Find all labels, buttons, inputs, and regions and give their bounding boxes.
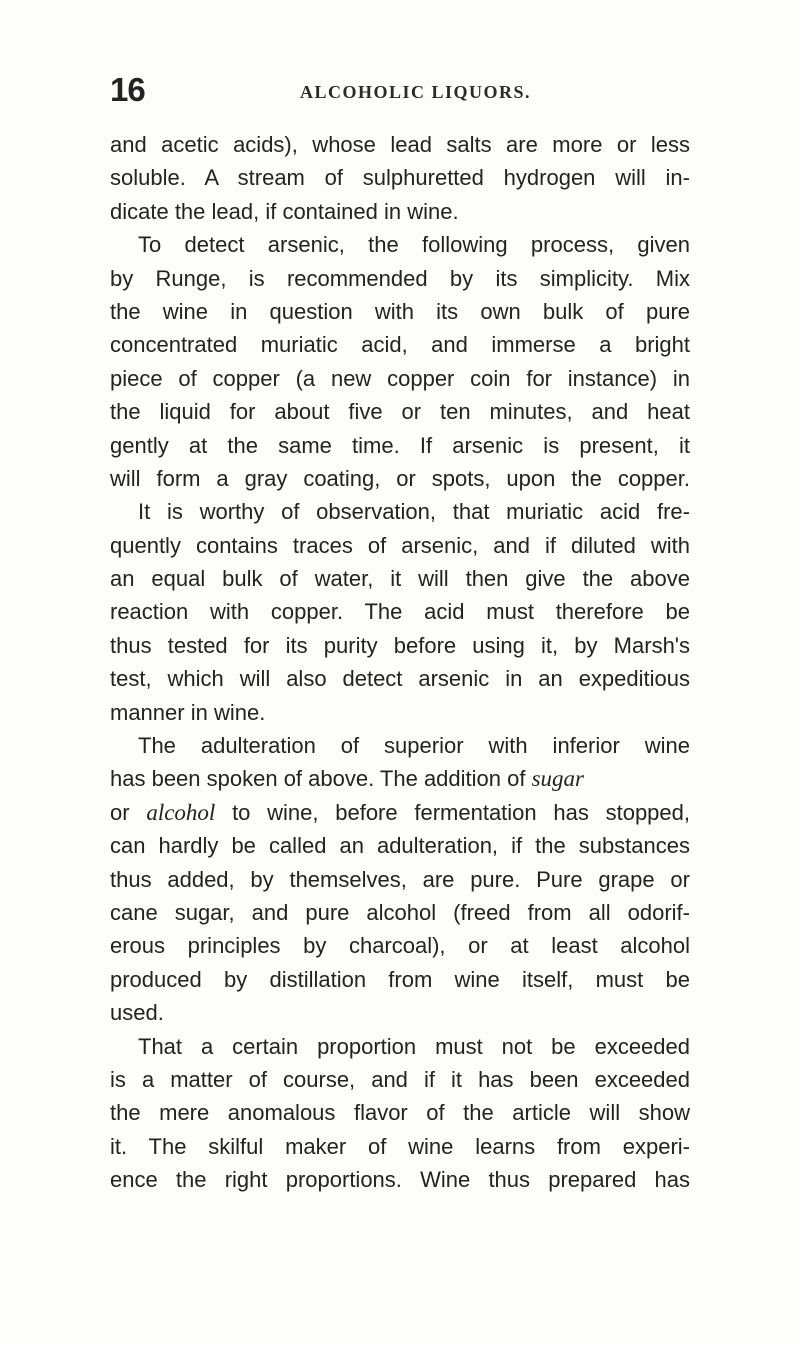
text-line: thus tested for its purity before using it, by Marsh's [110, 632, 690, 658]
text-line: quently contains traces of arsenic, and if diluted with [110, 532, 690, 558]
text-line: ence the right proportions. Wine thus prepared has [110, 1167, 690, 1193]
text-line: reaction with copper. The acid must therefore be [110, 599, 690, 625]
text-line: the liquid for about five or ten minutes, and heat [110, 399, 690, 425]
text-line: it. The skilful maker of wine learns from experi- [110, 1133, 690, 1159]
text-line: an equal bulk of water, it will then give the above [110, 566, 690, 592]
running-header [110, 72, 690, 112]
text-line: soluble. A stream of sulphuretted hydrogen will in- [110, 165, 690, 191]
text-line: will form a gray coating, or spots, upon the copper. [110, 465, 690, 491]
text-line: and acetic acids), whose lead salts are more or less [110, 132, 690, 157]
text-line: To detect arsenic, the following process, given [138, 232, 690, 258]
text-segment: to wine, before fermentation has stopped, [232, 799, 690, 825]
italic-term-alcohol: alcohol [146, 799, 216, 825]
text-line: erous principles by charcoal), or at least alcohol [110, 933, 690, 959]
text-line: can hardly be called an adulteration, if the substances [110, 833, 690, 859]
text-line: concentrated muriatic acid, and immerse a bright [110, 332, 690, 358]
text-line: by Runge, is recommended by its simplicity. Mix [110, 265, 690, 291]
text-line: the mere anomalous flavor of the article will show [110, 1100, 690, 1126]
text-line [110, 762, 690, 795]
text-line: dicate the lead, if contained in wine. [110, 198, 459, 224]
text-line: That a certain proportion must not be exceeded [138, 1033, 690, 1059]
italic-term-sugar: sugar [531, 766, 584, 792]
text-line: produced by distillation from wine itself, must be [110, 966, 690, 992]
text-line: The adulteration of superior with inferior wine [138, 733, 690, 759]
text-line: thus added, by themselves, are pure. Pure grape or [110, 866, 690, 892]
text-line: is a matter of course, and if it has been exceeded [110, 1066, 690, 1092]
body-text [110, 128, 690, 1197]
text-line: cane sugar, and pure alcohol (freed from all odorif- [110, 899, 690, 925]
text-line: gently at the same time. If arsenic is present, it [110, 432, 690, 458]
text-line: used. [110, 1000, 164, 1026]
text-segment: has been spoken of above. The addition of [110, 766, 526, 792]
text-segment: or [110, 799, 130, 825]
text-line [110, 796, 690, 829]
text-line: test, which will also detect arsenic in an expeditious [110, 666, 690, 692]
text-line: the wine in question with its own bulk of pure [110, 298, 690, 324]
text-line: piece of copper (a new copper coin for instance) in [110, 365, 690, 391]
page-number: 16 [110, 71, 145, 108]
text-line: It is worthy of observation, that muriatic acid fre- [138, 499, 690, 525]
running-title: ALCOHOLIC LIQUORS. [300, 82, 532, 102]
text-line: manner in wine. [110, 699, 266, 725]
